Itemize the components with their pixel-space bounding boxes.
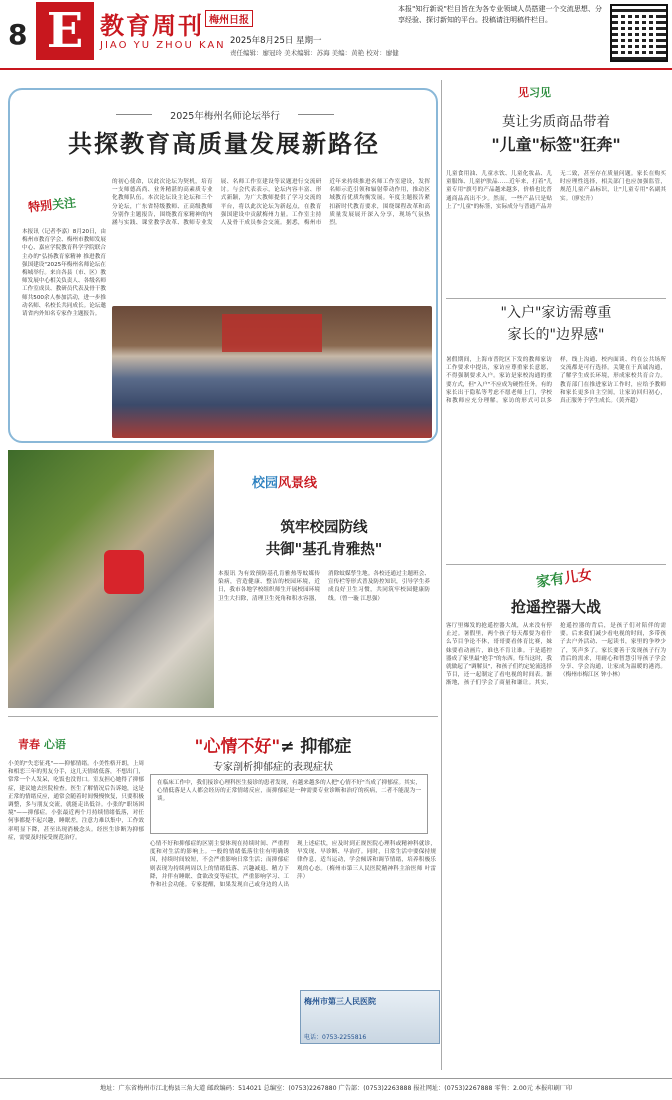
mental-headline[interactable]: "心情不好"≠ 抑郁症 bbox=[194, 737, 352, 757]
hospital-ad-title: 梅州市第三人民医院 bbox=[304, 997, 376, 1006]
column-divider bbox=[441, 80, 442, 1070]
issue-date: 2025年8月25日 星期一 bbox=[230, 36, 322, 46]
right-mid-headline[interactable]: "入户"家访需尊重 家长的"边界感" bbox=[500, 305, 612, 343]
section-name: 教育周刊 bbox=[100, 11, 204, 40]
hospital-ad-phone: 电话：0753-2255816 bbox=[304, 1034, 367, 1041]
mental-intro-box: 在临床工作中，我们接诊心理科医生接诊的患者发现，有越来越多的人把"心情不好"当成了抑郁症。其实，心情低落是人人都会经历的正常情绪反应，而抑郁症是一种需要专业诊断和治疗的疾病，二者不能混为一谈。 bbox=[150, 774, 428, 834]
right-bottom-headline[interactable]: 抢遥控器大战 bbox=[510, 598, 601, 616]
section-letter: E bbox=[36, 2, 94, 60]
right-mid-body: 暑假期间，上海市普陀区下发的教师家访工作要求中提出，家访应尊重家长意愿，不得强制要求入户。家访是家校沟通的重要方式，但"入户"不应成为硬性任务。有的家长出于隐私等考虑不愿老师上门，学校和教师应充分理解。家访的形式可以多样，线上沟通、校内面谈、约在公共场所交流都是可行选择。关键在于真诚沟通，了解学生成长环境，形成家校共育合力。教育部门在推进家访工作时，应给予教师和家长更多自主空间，让家访回归初心，真正服务于学生成长。（黄齐超） bbox=[446, 357, 666, 405]
lead-subtitle: 2025年梅州名师论坛举行 bbox=[80, 108, 370, 122]
page-footer: 地址：广东省梅州市江北梅县三角大道 邮政编码：514021 总编室：(0753)2267880 广告部：(0753)2263888 报社网址：(0753)2267888 零售：2.00元 本报印刷厂印 bbox=[0, 1078, 672, 1100]
lead-body-right: 的初心使命，以此次论坛为契机，培育一支师德高尚、业务精湛的高素质专业化教师队伍。本次论坛设主论坛和三个分论坛，广东省特级教师、正高级教师分别作主题报告，围绕教育家精神的内涵与实践、课堂教学改革、教师专业发展、名师工作室建设等议题进行交流研讨。与会代表表示，论坛内容丰富、形式新颖，为广大教师提供了学习交流的平台，将以此次论坛为新起点，在教育强国建设中贡献梅州力量。工作室主持人及骨干成员参会交流。据悉，梅州市近年来持续推进名师工作室建设，发挥名师示范引领和辐射带动作用，推动区域教育优质均衡发展。年度主题报告紧扣新时代教育要求，围绕课程改革和高质量发展展开深入分享，现场气氛热烈。 bbox=[112, 179, 430, 227]
campus-column-logo: 校园风景线 bbox=[252, 476, 318, 491]
mental-subtitle: 专家剖析抑郁症的表现症状 bbox=[213, 762, 333, 773]
campus-headline-line2[interactable]: 共御"基孔肯雅热" bbox=[265, 541, 383, 558]
section-divider bbox=[8, 716, 438, 717]
lead-body-left: 本报讯（记者李嘉）8月20日，由梅州市教育学会、梅州市教师发展中心、嘉应学院教育科学学院联合主办的"弘扬教育家精神 推进教育强国建设"2025年梅州名师论坛在梅城举行。来自各县（市、区）教师发展中心相关负责人、各级名师工作室成员、教研员代表及骨干教师共500余人参加活动，进一步推动名师、名校长共同成长。论坛邀请省内外知名专家作主题报告。 bbox=[22, 229, 106, 318]
column-notice: 本报"知行新说"栏目旨在为各专业领域人员搭建一个交流思想、分享经验、探讨新知的平台。投稿请注明稿件栏目。 bbox=[398, 5, 602, 24]
lead-headline[interactable]: 共探教育高质量发展新路径 bbox=[68, 129, 380, 158]
right-top-headline-line1[interactable]: 莫让劣质商品带着 bbox=[502, 114, 610, 130]
forum-photo bbox=[112, 306, 432, 438]
mental-body-left: 小美的"失恋征兆"——抑郁情绪。小美性格开朗，上周和相恋三年的男友分手，这几天情绪低落，不想出门，常常一个人发呆，吃饭也没胃口。室友担心她得了抑郁症，建议她去医院检查。医生了解情况后告诉她，这是正常的情绪反应，通常会随着时间慢慢恢复，只要积极调整，多与朋友交流，就能走出低谷。小张的"职场困境"——抑郁症。小张最近两个月持续情绪低落，对任何事都提不起兴趣，睡眠差，注意力难以集中，工作效率明显下降，甚至出现消极念头。经医生诊断为抑郁症，需要及时接受规范治疗。 bbox=[8, 761, 144, 841]
column-logo-family: 家有儿女 bbox=[535, 567, 593, 591]
section-divider bbox=[446, 564, 666, 565]
badge-text: 特别 bbox=[27, 198, 53, 215]
badge-accent: 关注 bbox=[51, 195, 77, 212]
mental-body-mid: 心情不好和抑郁症的区别主要体现在持续时间、严重程度和对生活的影响上。一般的情绪低落往往有明确诱因，持续时间较短，不会严重影响日常生活；而抑郁症则表现为持续两周以上的情绪低落、兴趣减退、精力下降，并伴有睡眠、食欲改变等症状，严重影响学习、工作和社会功能。专家提醒，如果发现自己或身边的人出现上述症状，应及时到正规医院心理科或精神科就诊，早发现、早诊断、早治疗。同时，日常生活中要保持规律作息，适当运动，学会倾诉和调节情绪，培养积极乐观的心态。（梅州市第三人民医院精神科主治医师 叶雷萍） bbox=[150, 841, 436, 889]
section-divider bbox=[446, 298, 666, 299]
qr-code-icon[interactable] bbox=[610, 4, 668, 62]
campus-cleanup-photo bbox=[8, 450, 214, 708]
column-logo-seen: 见习见 bbox=[518, 86, 551, 99]
right-bottom-body: 客厅里爆发的抢遥控器大战，从来没有停止过。暑假里，两个孩子每天都要为看什么节目争论不休，哥哥要看体育比赛，妹妹要看动画片，谁也不肯让谁。于是遥控器成了家里最"抢手"的东西。每当这时，我就做起了"调解员"，和孩子们约定轮流选择节目，还一起制定了看电视的时间表。渐渐地，孩子们学会了商量和谦让。其实，抢遥控器的背后，是孩子们对陪伴的需要。后来我们减少看电视的时间，多带孩子去户外活动、一起读书，家里的争吵少了，笑声多了。家长要善于发现孩子行为背后的需求，用耐心和智慧引导孩子学会分享、学会沟通，让家成为温暖的港湾。（梅州市梅江区 钟小林） bbox=[446, 623, 666, 687]
youth-column-logo: 青春 心语 bbox=[18, 738, 66, 751]
right-top-headline-line2[interactable]: "儿童"标签"狂奔" bbox=[491, 135, 621, 154]
section-pinyin: JIAO YU ZHOU KAN bbox=[100, 40, 226, 51]
campus-body: 本报讯 为有效预防基孔肯雅热等蚊媒传染病，营造健康、整洁的校园环境，近日，我市各地学校组织师生开展校园环境卫生大扫除，清理卫生死角和积水容器，消除蚊媒孳生地。各校还通过主题班会、宣传栏等形式普及防控知识，引导学生养成良好卫生习惯，共同筑牢校园健康防线。（曾一璇 江思强） bbox=[218, 571, 430, 602]
newspaper-logo: 梅州日报 bbox=[205, 10, 253, 27]
right-top-body: 儿童食用油、儿童水饮、儿童化妆品、儿童服饰、儿童护肤品……近年来，打着"儿童专用"旗号的产品越来越多，价格也比普通商品高出不少。然而，一些产品只是贴上了"儿童"的标签，实际成分与普通产品并无二致，甚至存在质量问题。家长在购买时应理性选择，相关部门也应加强监管，规范儿童产品标识，让"儿童专用"名副其实。（廖宏升） bbox=[446, 171, 666, 210]
campus-headline-line1[interactable]: 筑牢校园防线 bbox=[280, 519, 368, 536]
editor-credits: 责任编辑：廖冠玲 美术编辑：苏海 美编：黄艳 校对：廖健 bbox=[230, 49, 399, 57]
page-number: 8 bbox=[8, 18, 28, 51]
